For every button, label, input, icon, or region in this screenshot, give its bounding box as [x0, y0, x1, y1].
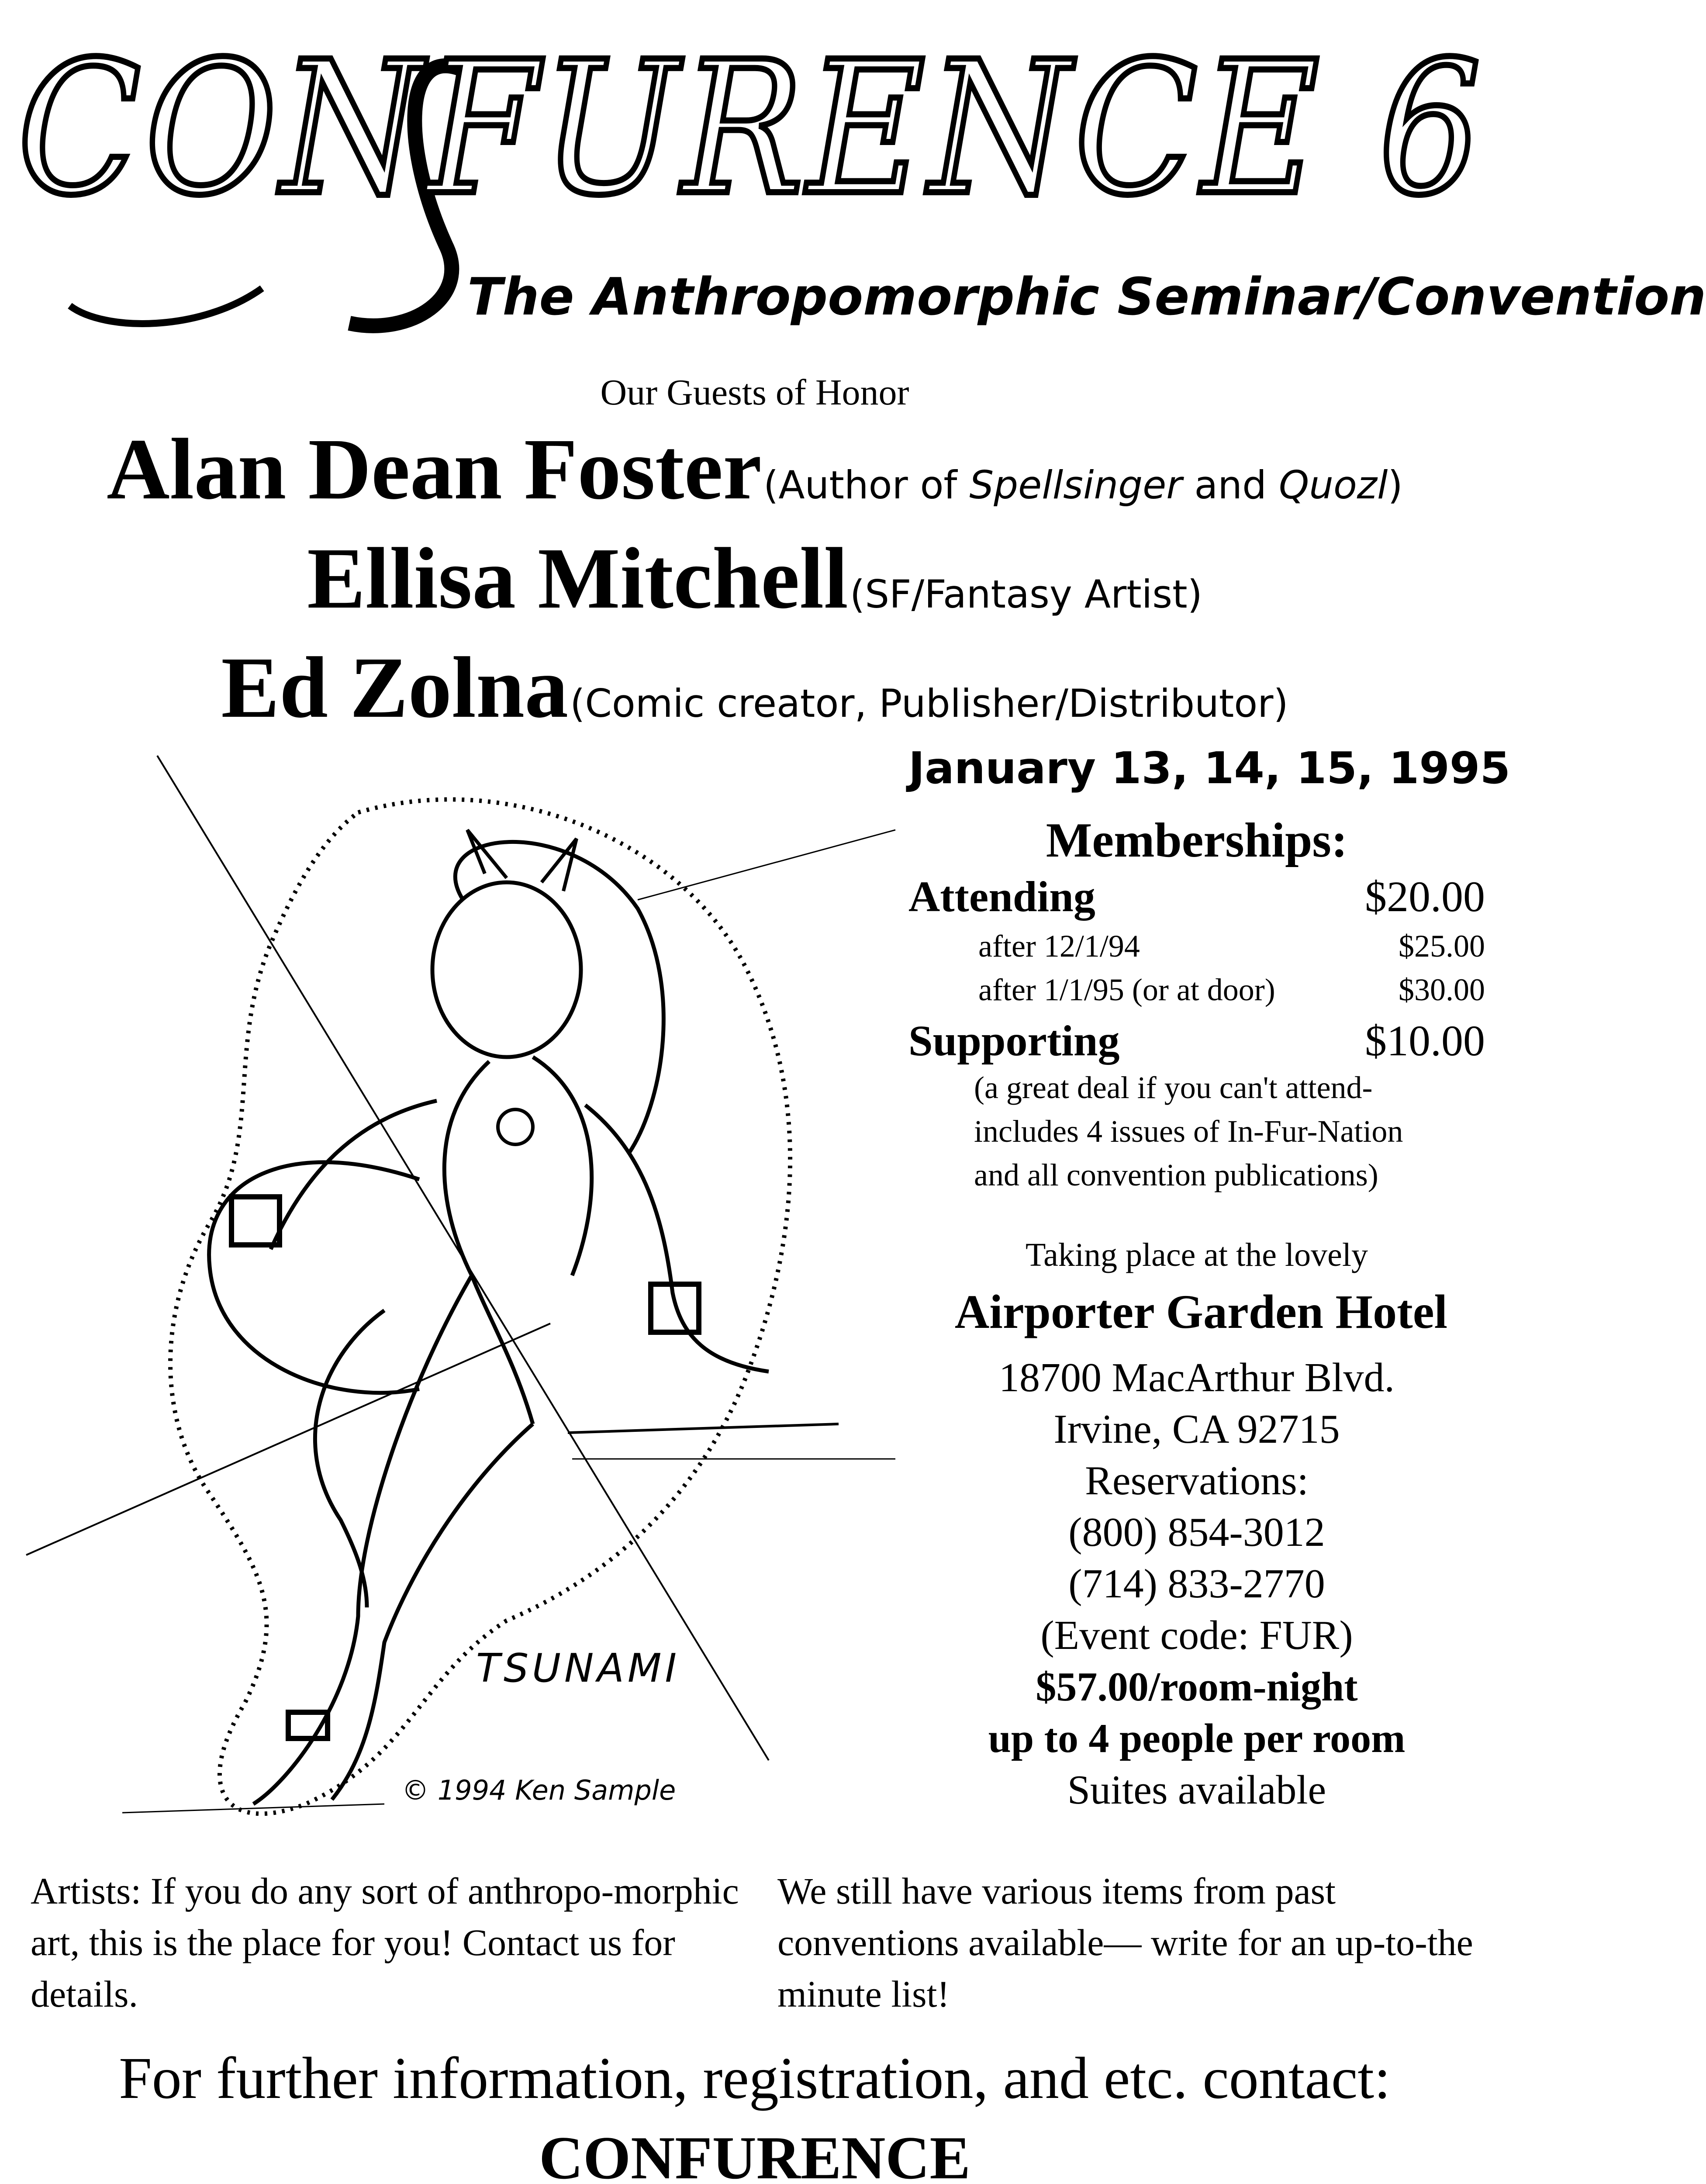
- guest-description: (Author of Spellsinger and Quozl): [763, 463, 1403, 508]
- room-occupancy: up to 4 people per room: [988, 1716, 1406, 1761]
- guests-intro: Our Guests of Honor: [600, 372, 909, 413]
- character-illustration: [26, 743, 913, 1870]
- fee-attending: Attending $20.00: [908, 872, 1485, 921]
- guest-alan-dean-foster: [0, 419, 1509, 519]
- subtitle: The Anthropomorphic Seminar/Convention: [467, 266, 1706, 327]
- reservation-phone-1: (800) 854-3012: [1068, 1510, 1325, 1555]
- guest-description: (SF/Fantasy Artist): [850, 572, 1202, 617]
- memberships-title: Memberships:: [1046, 813, 1348, 867]
- guest-description: (Comic creator, Publisher/Distributor): [570, 681, 1288, 726]
- fee-supporting: Supporting $10.00: [908, 1016, 1485, 1065]
- fee-attending-door: after 1/1/95 (or at door) $30.00: [978, 972, 1485, 1007]
- room-rate: $57.00/room-night: [1036, 1664, 1358, 1710]
- past-items-note: We still have various items from past conventions available— write for an up-to-the minute list!: [777, 1870, 1473, 2015]
- venue-name: Airporter Garden Hotel: [954, 1285, 1448, 1338]
- guest-name: Alan Dean Foster: [107, 421, 762, 518]
- artist-signature: TSUNAMI: [476, 1645, 680, 1691]
- art-copyright: © 1994 Ken Sample: [402, 1774, 676, 1806]
- reservation-phone-2: (714) 833-2770: [1068, 1561, 1325, 1607]
- reservations-label: Reservations:: [1085, 1458, 1309, 1503]
- guest-name: Ed Zolna: [221, 639, 569, 736]
- logo-text: CONFURENCE 6: [17, 22, 1485, 236]
- contact-heading: For further information, registration, and etc. contact:: [119, 2046, 1391, 2111]
- artists-note: Artists: If you do any sort of anthropo-morphic art, this is the place for you! Contact us for details.: [31, 1870, 739, 2015]
- supporting-note: (a great deal if you can't attend- includes 4 issues of In-Fur-Nation and all convention publications): [974, 1070, 1403, 1192]
- fee-attending-late: after 12/1/94 $25.00: [978, 929, 1485, 964]
- guest-ed-zolna: [0, 638, 1509, 738]
- venue-address: 18700 MacArthur Blvd.: [999, 1355, 1395, 1400]
- venue-city: Irvine, CA 92715: [1053, 1406, 1340, 1452]
- guest-ellisa-mitchell: [0, 529, 1509, 629]
- event-code: (Event code: FUR): [1040, 1613, 1353, 1658]
- venue-intro: Taking place at the lovely: [1026, 1237, 1368, 1273]
- contact-organization: CONFURENCE: [539, 2124, 970, 2184]
- guest-name: Ellisa Mitchell: [307, 530, 848, 627]
- event-dates: January 13, 14, 15, 1995: [908, 743, 1511, 794]
- suites-available: Suites available: [1067, 1767, 1326, 1813]
